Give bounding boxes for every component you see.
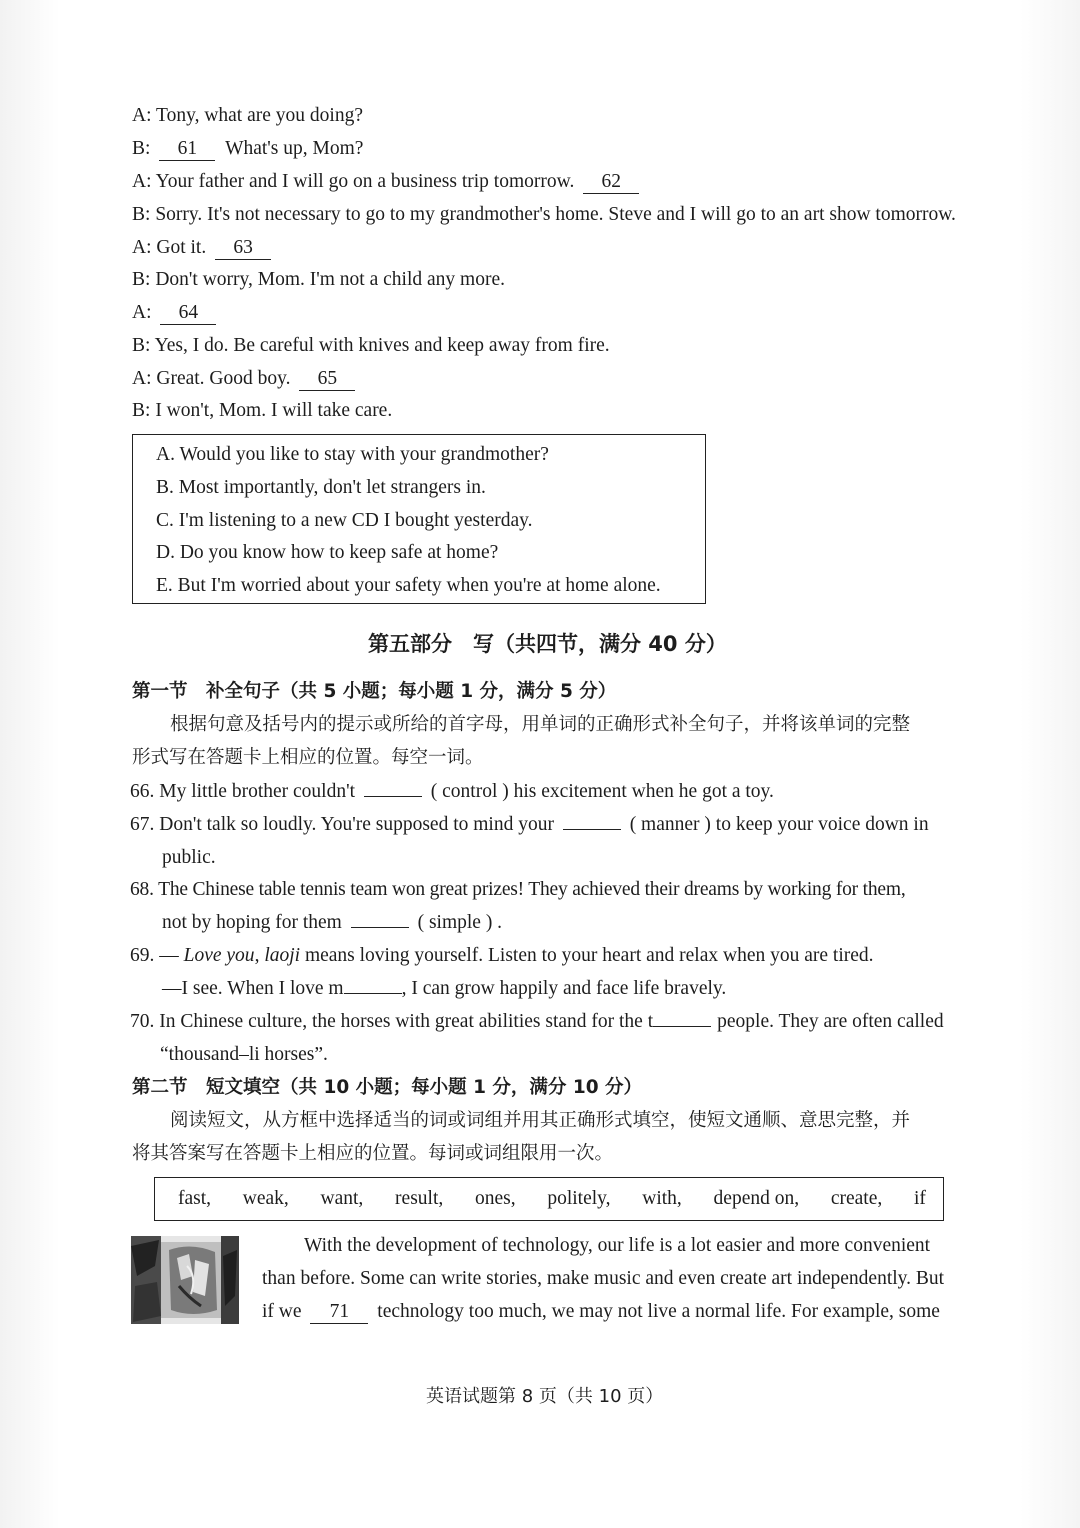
passage-illustration [131, 1236, 239, 1324]
passage-line-2: than before. Some can write stories, make music and even create art independently. But [262, 1268, 945, 1289]
question-69: 69. — Love you, laoji means loving yourself. Listen to your heart and relax when you are tired. [130, 945, 874, 966]
part5-title: 第五部分 写（共四节，满分 40 分） [368, 632, 727, 656]
option-e: E. But I'm worried about your safety when you're at home alone. [156, 575, 661, 596]
word-item: depend on, [713, 1188, 800, 1209]
dialogue-line-7: A: 64 [132, 300, 216, 326]
dialogue-line-10: B: I won't, Mom. I will take care. [132, 400, 393, 421]
word-item: want, [320, 1188, 364, 1209]
blank-71[interactable]: 71 [310, 1301, 368, 1324]
section2-instruction-1: 阅读短文，从方框中选择适当的词或词组并用其正确形式填空，使短文通顺、意思完整，并 [170, 1110, 911, 1131]
passage-line-3: if we 71 technology too much, we may not live a normal life. For example, some [262, 1301, 940, 1322]
answer-blank-67[interactable] [563, 829, 621, 830]
dialogue-line-9: A: Great. Good boy. 65 [132, 366, 355, 392]
dialogue-line-1: A: Tony, what are you doing? [132, 105, 363, 126]
section2-title: 第二节 短文填空（共 10 小题；每小题 1 分，满分 10 分） [132, 1077, 643, 1098]
question-67: 67. Don't talk so loudly. You're supposed to mind your ( manner ) to keep your voice down in [130, 814, 929, 835]
word-item: politely, [547, 1188, 611, 1209]
blank-64[interactable]: 64 [160, 302, 216, 325]
question-69-reply: —I see. When I love m , I can grow happily and face life bravely. [162, 978, 727, 999]
section1-instruction-1: 根据句意及括号内的提示或所给的首字母，用单词的正确形式补全句子，并将该单词的完整 [170, 714, 911, 735]
option-b: B. Most importantly, don't let strangers in. [156, 477, 486, 498]
answer-blank-70[interactable] [653, 1026, 711, 1027]
question-70: 70. In Chinese culture, the horses with great abilities stand for the t people. They are often called [130, 1011, 944, 1032]
page-footer: 英语试题第 8 页（共 10 页） [426, 1386, 664, 1407]
dialogue-line-8: B: Yes, I do. Be careful with knives and keep away from fire. [132, 335, 610, 356]
word-item: fast, [178, 1188, 212, 1209]
option-d: D. Do you know how to keep safe at home? [156, 542, 499, 563]
answer-blank-69[interactable] [344, 993, 402, 994]
word-box-list [178, 1186, 926, 1212]
option-c: C. I'm listening to a new CD I bought yesterday. [156, 510, 533, 531]
section1-title: 第一节 补全句子（共 5 小题；每小题 1 分，满分 5 分） [132, 681, 617, 702]
option-a: A. Would you like to stay with your grandmother? [156, 444, 549, 465]
dialogue-line-6: B: Don't worry, Mom. I'm not a child any more. [132, 269, 505, 290]
question-67-cont: public. [162, 847, 216, 868]
word-item: ones, [474, 1188, 516, 1209]
question-66: 66. My little brother couldn't ( control ) his excitement when he got a toy. [130, 781, 774, 802]
blank-61[interactable]: 61 [159, 138, 215, 161]
word-item: result, [395, 1188, 444, 1209]
dialogue-line-2: B: 61 What's up, Mom? [132, 138, 364, 159]
section2-instruction-2: 将其答案写在答题卡上相应的位置。每词或词组限用一次。 [132, 1143, 614, 1164]
dialogue-line-3: A: Your father and I will go on a business trip tomorrow. 62 [132, 169, 639, 195]
word-item: weak, [242, 1188, 289, 1209]
passage-line-1: With the development of technology, our life is a lot easier and more convenient [304, 1235, 931, 1256]
blank-65[interactable]: 65 [299, 368, 355, 391]
question-68-cont: not by hoping for them ( simple ) . [162, 912, 503, 933]
section1-instruction-2: 形式写在答题卡上相应的位置。每空一词。 [132, 747, 484, 768]
answer-blank-66[interactable] [364, 796, 422, 797]
blank-62[interactable]: 62 [583, 171, 639, 194]
dialogue-line-4: B: Sorry. It's not necessary to go to my grandmother's home. Steve and I will go to an art show tomorrow. [132, 204, 956, 225]
answer-blank-68[interactable] [351, 927, 409, 928]
blank-63[interactable]: 63 [215, 237, 271, 260]
word-item: with, [642, 1188, 682, 1209]
question-70-cont: “thousand–li horses”. [160, 1044, 328, 1065]
question-68: 68. The Chinese table tennis team won great prizes! They achieved their dreams by working for them, [130, 879, 906, 900]
word-item: if [914, 1188, 926, 1209]
word-item: create, [830, 1188, 883, 1209]
dialogue-line-5: A: Got it. 63 [132, 235, 271, 261]
